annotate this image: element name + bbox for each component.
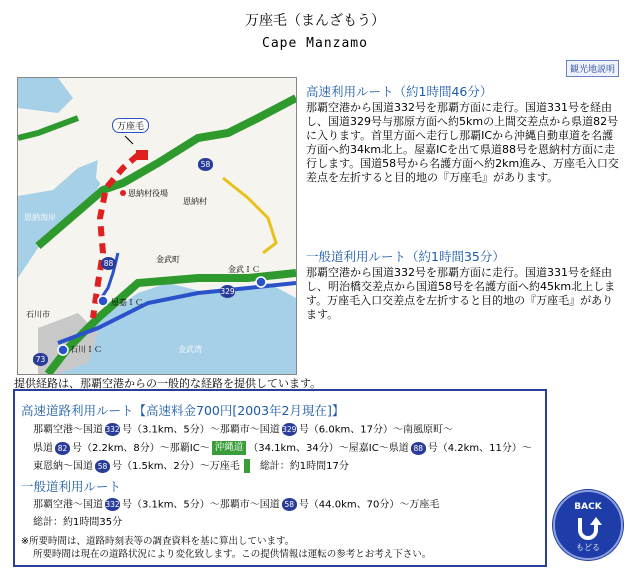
map-label-kin-ic: 金武ＩＣ xyxy=(228,265,260,274)
back-label-ja: もどる xyxy=(576,543,600,552)
gen-text: 号（3.1km、5分）～那覇市～国道 xyxy=(122,499,280,511)
route-shield-332: 332 xyxy=(105,425,120,434)
general-route-text: 那覇空港から国道332号を那覇方面に走行。国道331号を経由し、明治橋交差点から国道58号を名護方面へ約45km北上します。万座毛入口交差点を左折すると目的地の『万座毛』があります。 xyxy=(306,266,616,321)
expressway-badge: 沖縄道 xyxy=(212,441,247,455)
hw-text: 県道 xyxy=(33,443,53,454)
highway-route-text: 那覇空港から国道332号を那覇方面に走行。国道331号を経由し、国道329号与那原方面へ約5kmの上間交差点から県道82号に入ります。首里方面へ走行し那覇ICから沖縄自動車道を名護方面へ約34km北上。屋嘉ICを出て県道88号を恩納村方面に走行します。国道58号から名護方面へ約2km進み、万座毛入口交差点を左折すると目的地の『万座毛』があります。 xyxy=(306,101,619,184)
map-graphic xyxy=(18,78,296,374)
map-label-yaka-ic: 屋嘉ＩＣ xyxy=(111,298,143,307)
route-shield-58: 58 xyxy=(198,158,213,171)
hw-text: （34.1km、34分）～屋嘉IC～県道 xyxy=(248,443,409,454)
route-shield-329: 329 xyxy=(282,425,297,434)
highway-route-heading: 高速利用ルート（約1時間46分） xyxy=(306,84,493,99)
route-shield-58: 58 xyxy=(282,498,297,511)
map-label-onna-coast: 恩納海岸 xyxy=(24,213,56,222)
hw-text: 号（6.0km、17分）～南風原町～ xyxy=(298,424,453,436)
map-label-kin-town: 金武町 xyxy=(156,255,180,264)
gen-line-1 xyxy=(33,498,439,513)
page-title: 万座毛（まんざもう） xyxy=(245,13,385,29)
hw-text: 号（4.2km、11分）～ xyxy=(427,443,532,454)
note-2: 所要時間は現在の道路状況により変化致します。この提供情報は運転の参考とお考え下さい。 xyxy=(33,549,432,560)
map-label-ishikawa: 石川市 xyxy=(26,310,50,319)
route-shield-88: 88 xyxy=(101,257,116,270)
route-shield-58: 58 xyxy=(95,460,110,473)
map-label-onna-office: 恩納村役場 xyxy=(128,189,168,198)
general-route-heading: 一般道利用ルート（約1時間35分） xyxy=(306,249,505,264)
route-detail-box xyxy=(13,389,547,567)
gen-text: 号（44.0km、70分）～万座毛 xyxy=(298,499,440,511)
note-1: ※所要時間は、道路時刻表等の調査資料を基に算出しています。 xyxy=(21,536,295,547)
map-label-manzamo: 万座毛 xyxy=(112,118,149,133)
route-shield-329: 329 xyxy=(220,287,235,296)
hw-text: 号（1.5km、2分）～万座毛 xyxy=(112,461,240,472)
map-caption: 提供経路は、那覇空港からの一般的な経路を提供しています。 xyxy=(14,377,322,390)
hw-text: 那覇空港～国道 xyxy=(33,424,103,436)
hw-text: 号（2.2km、8分）～那覇IC～ xyxy=(72,443,210,454)
gen-text: 那覇空港～国道 xyxy=(33,499,103,511)
hw-line-2 xyxy=(33,441,532,456)
box-general-heading: 一般道利用ルート xyxy=(21,479,122,494)
gen-total: 総計：約1時間35分 xyxy=(33,517,123,528)
hw-text: 号（3.1km、5分）～那覇市～国道 xyxy=(122,424,280,436)
route-shield-332: 332 xyxy=(105,500,120,509)
page-subtitle: Cape Manzamo xyxy=(262,36,368,51)
u-turn-icon xyxy=(574,514,602,540)
hw-line-3 xyxy=(33,459,349,474)
hw-total: 総計：約1時間17分 xyxy=(259,461,349,472)
kanko-button[interactable]: 観光地説明 xyxy=(566,60,619,77)
back-button[interactable] xyxy=(553,490,623,560)
map-label-kin-bay: 金武湾 xyxy=(178,345,202,354)
box-highway-heading: 高速道路利用ルート【高速料金700円[2003年2月現在]】 xyxy=(21,403,345,418)
route-shield-82: 82 xyxy=(55,442,70,455)
hw-text: 東恩納～国道 xyxy=(33,461,93,472)
hw-line-1 xyxy=(33,423,453,438)
route-map xyxy=(17,77,297,375)
route-shield-88: 88 xyxy=(411,442,426,455)
map-label-ishikawa-ic: 石川ＩＣ xyxy=(70,345,102,354)
map-label-onna-village: 恩納村 xyxy=(183,197,207,206)
back-label: BACK xyxy=(574,502,602,512)
route-shield-73: 73 xyxy=(33,353,48,366)
